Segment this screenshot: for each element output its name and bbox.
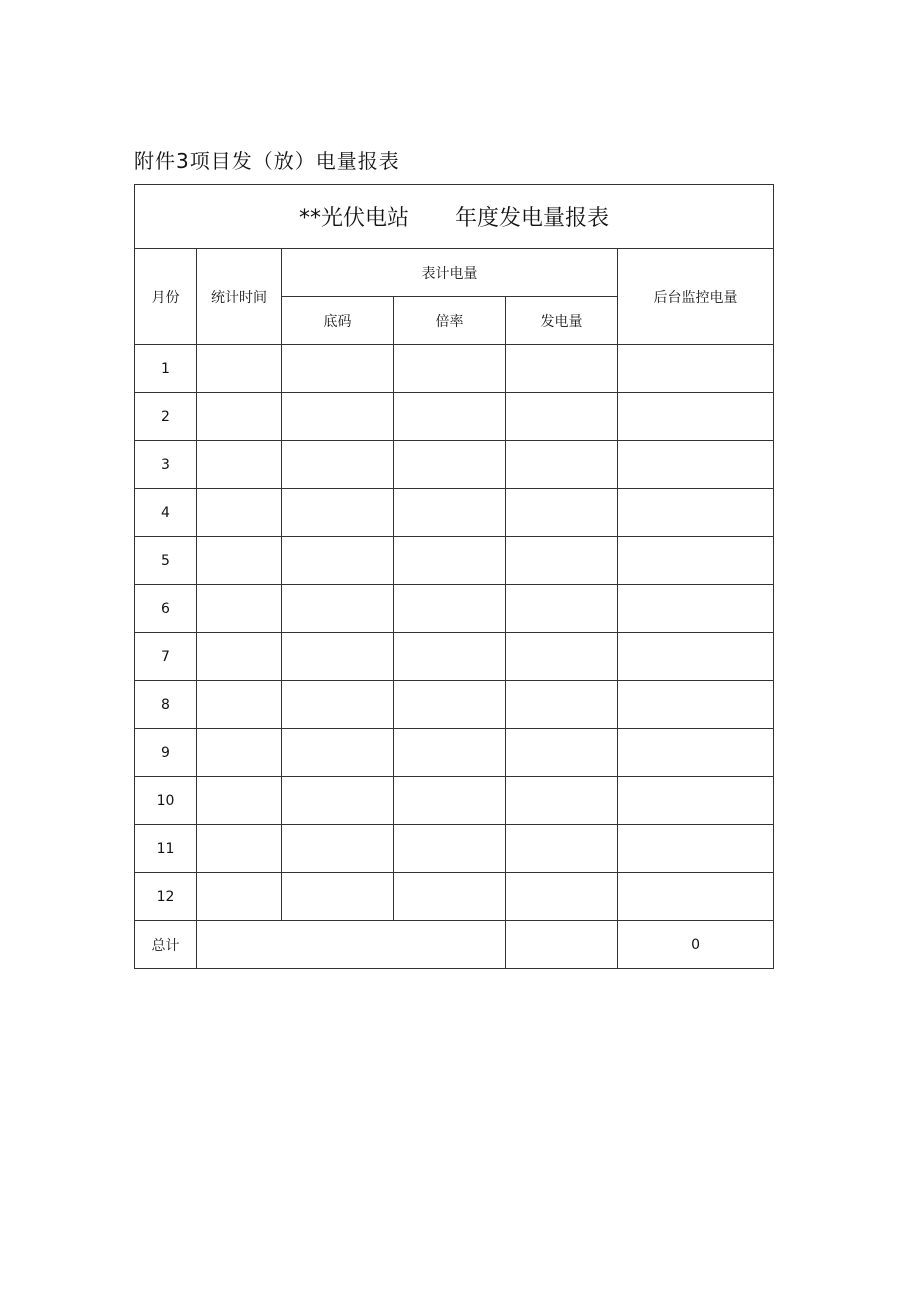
header-generation: 发电量 <box>506 297 618 345</box>
cell-backend-monitor <box>618 537 774 585</box>
cell-backend-monitor <box>618 729 774 777</box>
cell-stat-time <box>197 777 282 825</box>
cell-multiplier <box>394 633 506 681</box>
table-row <box>135 729 774 777</box>
cell-month: 9 <box>135 729 197 777</box>
cell-stat-time <box>197 873 282 921</box>
total-merged-cell <box>197 921 506 969</box>
cell-multiplier <box>394 585 506 633</box>
cell-multiplier <box>394 393 506 441</box>
cell-base-reading <box>282 537 394 585</box>
cell-base-reading <box>282 873 394 921</box>
cell-multiplier <box>394 681 506 729</box>
cell-stat-time <box>197 729 282 777</box>
total-label: 总计 <box>135 921 197 969</box>
cell-month: 7 <box>135 633 197 681</box>
table-row <box>135 825 774 873</box>
cell-generation <box>506 777 618 825</box>
cell-multiplier <box>394 777 506 825</box>
cell-multiplier <box>394 441 506 489</box>
cell-backend-monitor <box>618 393 774 441</box>
document-heading: 附件3项目发（放）电量报表 <box>134 149 400 173</box>
cell-month: 2 <box>135 393 197 441</box>
cell-backend-monitor <box>618 873 774 921</box>
cell-base-reading <box>282 681 394 729</box>
cell-generation <box>506 729 618 777</box>
cell-stat-time <box>197 393 282 441</box>
table-row <box>135 585 774 633</box>
table-row <box>135 681 774 729</box>
cell-base-reading <box>282 825 394 873</box>
cell-stat-time <box>197 345 282 393</box>
total-row <box>135 921 774 969</box>
cell-month: 11 <box>135 825 197 873</box>
cell-base-reading <box>282 729 394 777</box>
cell-stat-time <box>197 441 282 489</box>
cell-stat-time <box>197 489 282 537</box>
cell-multiplier <box>394 345 506 393</box>
table-title <box>135 185 774 249</box>
table-title-row <box>135 185 774 249</box>
cell-generation <box>506 633 618 681</box>
table-row <box>135 873 774 921</box>
cell-stat-time <box>197 633 282 681</box>
cell-month: 3 <box>135 441 197 489</box>
table-row <box>135 393 774 441</box>
cell-generation <box>506 537 618 585</box>
table-row <box>135 441 774 489</box>
cell-base-reading <box>282 393 394 441</box>
cell-base-reading <box>282 441 394 489</box>
table-row <box>135 489 774 537</box>
table-row <box>135 777 774 825</box>
cell-backend-monitor <box>618 633 774 681</box>
cell-multiplier <box>394 537 506 585</box>
cell-base-reading <box>282 777 394 825</box>
cell-generation <box>506 825 618 873</box>
cell-multiplier <box>394 489 506 537</box>
table-row <box>135 537 774 585</box>
header-month: 月份 <box>135 249 197 345</box>
table-title-prefix: **光伏电站 <box>299 206 410 231</box>
cell-stat-time <box>197 825 282 873</box>
cell-backend-monitor <box>618 345 774 393</box>
header-backend-monitor: 后台监控电量 <box>618 249 774 345</box>
cell-month: 1 <box>135 345 197 393</box>
cell-stat-time <box>197 681 282 729</box>
cell-month: 12 <box>135 873 197 921</box>
cell-backend-monitor <box>618 585 774 633</box>
cell-stat-time <box>197 585 282 633</box>
total-backend-monitor: 0 <box>618 921 774 969</box>
cell-generation <box>506 345 618 393</box>
cell-backend-monitor <box>618 441 774 489</box>
cell-base-reading <box>282 585 394 633</box>
table-title-suffix: 年度发电量报表 <box>455 206 610 231</box>
table-row <box>135 345 774 393</box>
cell-backend-monitor <box>618 681 774 729</box>
cell-month: 5 <box>135 537 197 585</box>
cell-base-reading <box>282 345 394 393</box>
header-base-reading: 底码 <box>282 297 394 345</box>
cell-generation <box>506 393 618 441</box>
cell-generation <box>506 585 618 633</box>
cell-generation <box>506 873 618 921</box>
cell-generation <box>506 441 618 489</box>
table-row <box>135 633 774 681</box>
cell-month: 4 <box>135 489 197 537</box>
cell-stat-time <box>197 537 282 585</box>
header-row-1 <box>135 249 774 297</box>
cell-backend-monitor <box>618 825 774 873</box>
cell-generation <box>506 489 618 537</box>
header-stat-time: 统计时间 <box>197 249 282 345</box>
cell-generation <box>506 681 618 729</box>
cell-backend-monitor <box>618 777 774 825</box>
cell-month: 8 <box>135 681 197 729</box>
cell-month: 10 <box>135 777 197 825</box>
cell-backend-monitor <box>618 489 774 537</box>
cell-multiplier <box>394 825 506 873</box>
total-generation <box>506 921 618 969</box>
cell-multiplier <box>394 873 506 921</box>
cell-base-reading <box>282 633 394 681</box>
generation-report-table <box>134 184 774 969</box>
header-meter-group: 表计电量 <box>282 249 618 297</box>
cell-multiplier <box>394 729 506 777</box>
cell-month: 6 <box>135 585 197 633</box>
cell-base-reading <box>282 489 394 537</box>
header-multiplier: 倍率 <box>394 297 506 345</box>
